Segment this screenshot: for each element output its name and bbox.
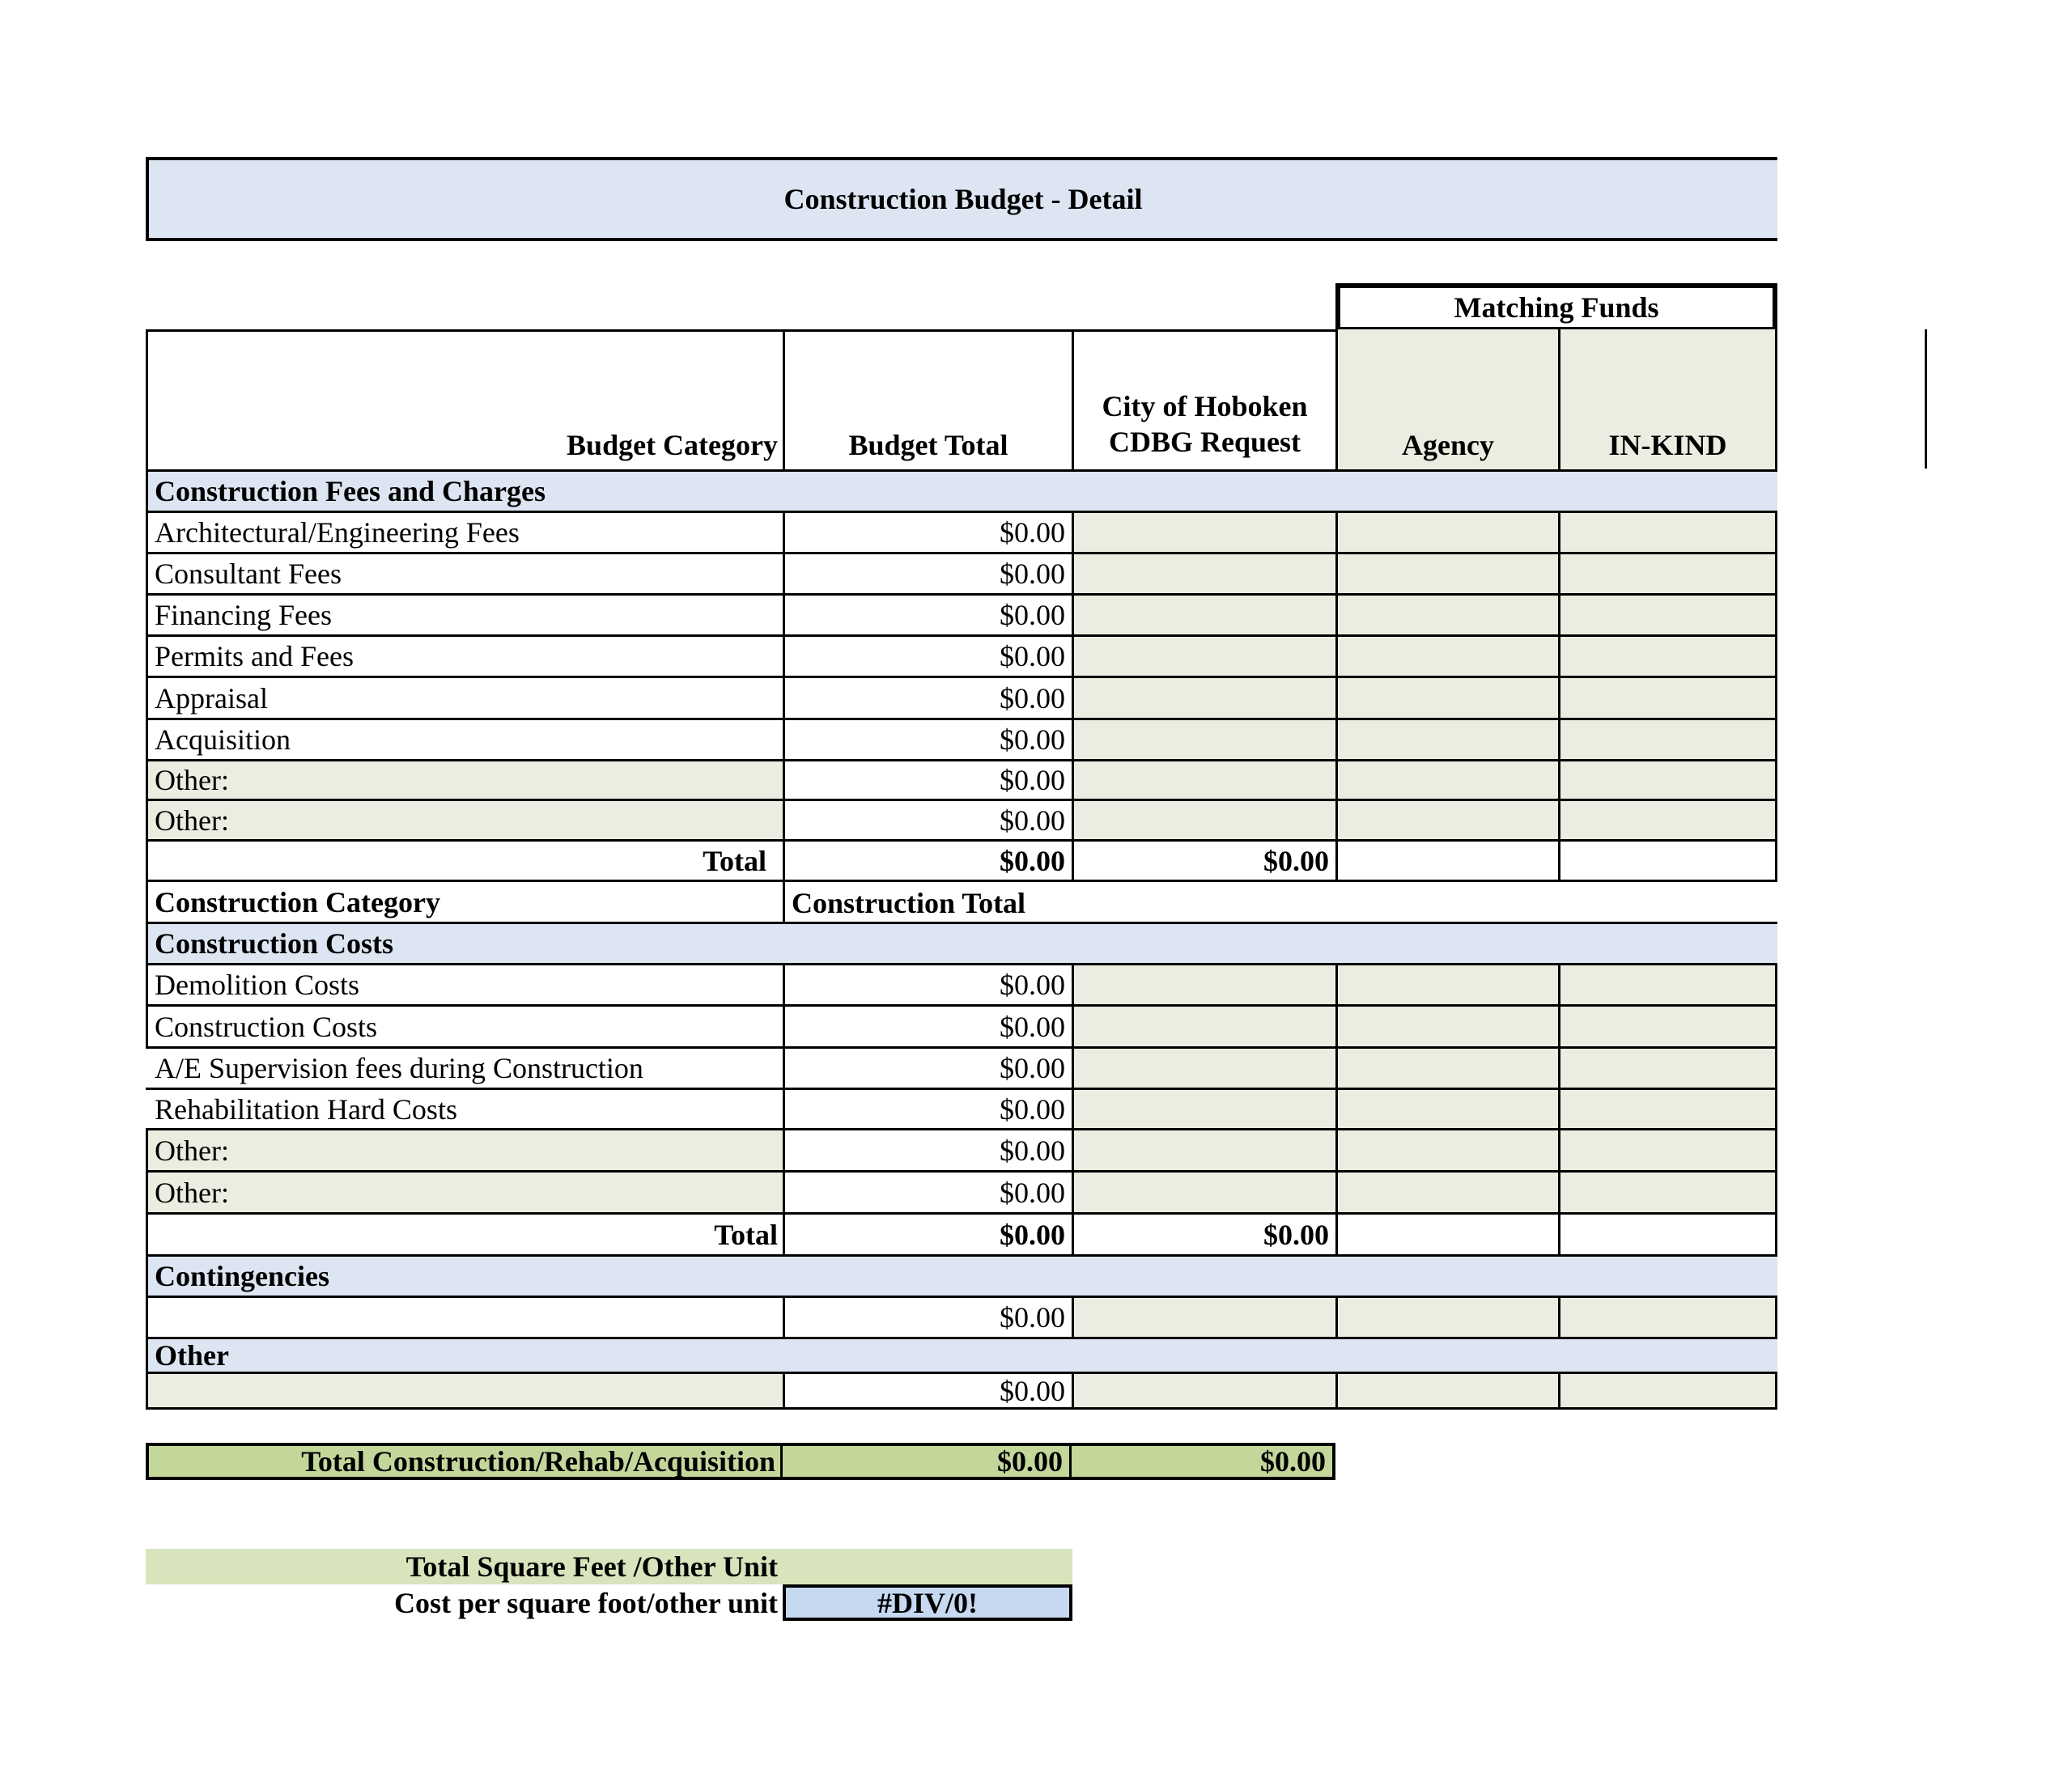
- row-budget-total: $0.00: [783, 1088, 1072, 1128]
- row-budget-total: $0.00: [783, 676, 1072, 718]
- contingencies-label-input[interactable]: [146, 1296, 783, 1339]
- in-kind-input[interactable]: [1558, 593, 1777, 634]
- row-label: Rehabilitation Hard Costs: [146, 1088, 783, 1128]
- cost-per-unit-label: Cost per square foot/other unit: [393, 1586, 778, 1619]
- in-kind-input[interactable]: [1558, 552, 1777, 593]
- row-label: Permits and Fees: [146, 634, 783, 676]
- cdbg-input[interactable]: [1072, 799, 1335, 839]
- agency-input[interactable]: [1335, 1088, 1558, 1128]
- cdbg-input[interactable]: [1072, 1128, 1335, 1170]
- row-label: A/E Supervision fees during Construction: [146, 1046, 783, 1088]
- fees-total-agency: [1335, 839, 1558, 880]
- agency-input[interactable]: [1335, 593, 1558, 634]
- row-budget-total: $0.00: [783, 1004, 1072, 1046]
- in-kind-input[interactable]: [1558, 1128, 1777, 1170]
- cdbg-input[interactable]: [1072, 676, 1335, 718]
- fees-total-in-kind: [1558, 839, 1777, 880]
- other-label-input[interactable]: Other:: [146, 799, 783, 839]
- page-title: Construction Budget - Detail: [146, 157, 1777, 241]
- section-construction-costs: Construction Costs: [146, 922, 1777, 963]
- header-cdbg-line2: CDBG Request: [1108, 426, 1301, 458]
- header-budget-total: Budget Total: [783, 329, 1072, 469]
- agency-input[interactable]: [1335, 799, 1558, 839]
- grand-total-cdbg: $0.00: [1072, 1443, 1335, 1480]
- costs-total-label: Total: [146, 1212, 783, 1254]
- agency-input[interactable]: [1335, 1372, 1558, 1410]
- row-budget-total: $0.00: [783, 1170, 1072, 1212]
- in-kind-input[interactable]: [1558, 1046, 1777, 1088]
- row-budget-total: $0.00: [783, 634, 1072, 676]
- in-kind-input[interactable]: [1558, 634, 1777, 676]
- cdbg-input[interactable]: [1072, 1296, 1335, 1339]
- in-kind-input[interactable]: [1558, 1296, 1777, 1339]
- row-label: Appraisal: [146, 676, 783, 718]
- row-budget-total: $0.00: [783, 511, 1072, 552]
- cdbg-input[interactable]: [1072, 593, 1335, 634]
- agency-input[interactable]: [1335, 552, 1558, 593]
- header-cdbg-request: [1072, 329, 1335, 469]
- row-label: Demolition Costs: [146, 963, 783, 1004]
- agency-input[interactable]: [1335, 511, 1558, 552]
- matching-funds-header: Matching Funds: [1335, 283, 1777, 332]
- in-kind-input[interactable]: [1558, 718, 1777, 759]
- agency-input[interactable]: [1335, 1128, 1558, 1170]
- agency-input[interactable]: [1335, 676, 1558, 718]
- cdbg-input[interactable]: [1072, 634, 1335, 676]
- grand-total-budget: $0.00: [783, 1443, 1072, 1480]
- agency-input[interactable]: [1335, 963, 1558, 1004]
- cost-per-unit-value: #DIV/0!: [783, 1584, 1072, 1621]
- construction-total-label: Construction Total: [783, 880, 1777, 922]
- cdbg-input[interactable]: [1072, 1004, 1335, 1046]
- row-budget-total: $0.00: [783, 759, 1072, 799]
- cdbg-input[interactable]: [1072, 511, 1335, 552]
- costs-total-in-kind: [1558, 1212, 1777, 1254]
- section-construction-fees: Construction Fees and Charges: [146, 469, 1777, 511]
- other-label-input[interactable]: Other:: [146, 1128, 783, 1170]
- other-budget-total: $0.00: [783, 1372, 1072, 1410]
- in-kind-input[interactable]: [1558, 799, 1777, 839]
- header-in-kind: IN-KIND: [1558, 329, 1777, 469]
- fees-total-label: Total: [146, 839, 783, 880]
- in-kind-input[interactable]: [1558, 1004, 1777, 1046]
- in-kind-input[interactable]: [1558, 759, 1777, 799]
- fees-total-budget: $0.00: [783, 839, 1072, 880]
- section-contingencies: Contingencies: [146, 1254, 1777, 1296]
- cdbg-input[interactable]: [1072, 1170, 1335, 1212]
- agency-input[interactable]: [1335, 1004, 1558, 1046]
- costs-total-agency: [1335, 1212, 1558, 1254]
- cdbg-input[interactable]: [1072, 759, 1335, 799]
- row-budget-total: $0.00: [783, 963, 1072, 1004]
- in-kind-input[interactable]: [1558, 1170, 1777, 1212]
- row-budget-total: $0.00: [783, 593, 1072, 634]
- header-agency: Agency: [1335, 329, 1558, 469]
- row-budget-total: $0.00: [783, 1046, 1072, 1088]
- agency-input[interactable]: [1335, 1170, 1558, 1212]
- agency-input[interactable]: [1335, 718, 1558, 759]
- cdbg-input[interactable]: [1072, 1372, 1335, 1410]
- row-label: Financing Fees: [146, 593, 783, 634]
- square-feet-label: Total Square Feet /Other Unit: [146, 1549, 783, 1584]
- cdbg-input[interactable]: [1072, 1088, 1335, 1128]
- agency-input[interactable]: [1335, 1296, 1558, 1339]
- construction-category-label: Construction Category: [146, 880, 783, 922]
- in-kind-input[interactable]: [1558, 963, 1777, 1004]
- other-label-input[interactable]: Other:: [146, 759, 783, 799]
- cdbg-input[interactable]: [1072, 963, 1335, 1004]
- row-label: Architectural/Engineering Fees: [146, 511, 783, 552]
- row-label: Consultant Fees: [146, 552, 783, 593]
- grand-total-label: Total Construction/Rehab/Acquisition: [146, 1443, 783, 1480]
- agency-input[interactable]: [1335, 759, 1558, 799]
- in-kind-input[interactable]: [1558, 1372, 1777, 1410]
- row-budget-total: $0.00: [783, 799, 1072, 839]
- square-feet-input[interactable]: [783, 1549, 1072, 1584]
- header-budget-category: Budget Category: [146, 329, 783, 469]
- header-cdbg-line1: City of Hoboken: [1102, 390, 1308, 422]
- row-budget-total: $0.00: [783, 552, 1072, 593]
- costs-total-budget: $0.00: [783, 1212, 1072, 1254]
- in-kind-input[interactable]: [1558, 676, 1777, 718]
- cdbg-input[interactable]: [1072, 718, 1335, 759]
- cdbg-input[interactable]: [1072, 552, 1335, 593]
- agency-input[interactable]: [1335, 634, 1558, 676]
- other-label-input[interactable]: Other:: [146, 1170, 783, 1212]
- divider-line: [1925, 329, 1927, 469]
- row-budget-total: $0.00: [783, 1128, 1072, 1170]
- row-label: Acquisition: [146, 718, 783, 759]
- contingencies-budget-total: $0.00: [783, 1296, 1072, 1339]
- row-budget-total: $0.00: [783, 718, 1072, 759]
- in-kind-input[interactable]: [1558, 511, 1777, 552]
- row-label: Construction Costs: [146, 1004, 783, 1046]
- section-other: Other: [146, 1339, 1777, 1372]
- agency-input[interactable]: [1335, 1046, 1558, 1088]
- fees-total-cdbg: $0.00: [1072, 839, 1335, 880]
- cdbg-input[interactable]: [1072, 1046, 1335, 1088]
- other-label-input[interactable]: [146, 1372, 783, 1410]
- costs-total-cdbg: $0.00: [1072, 1212, 1335, 1254]
- in-kind-input[interactable]: [1558, 1088, 1777, 1128]
